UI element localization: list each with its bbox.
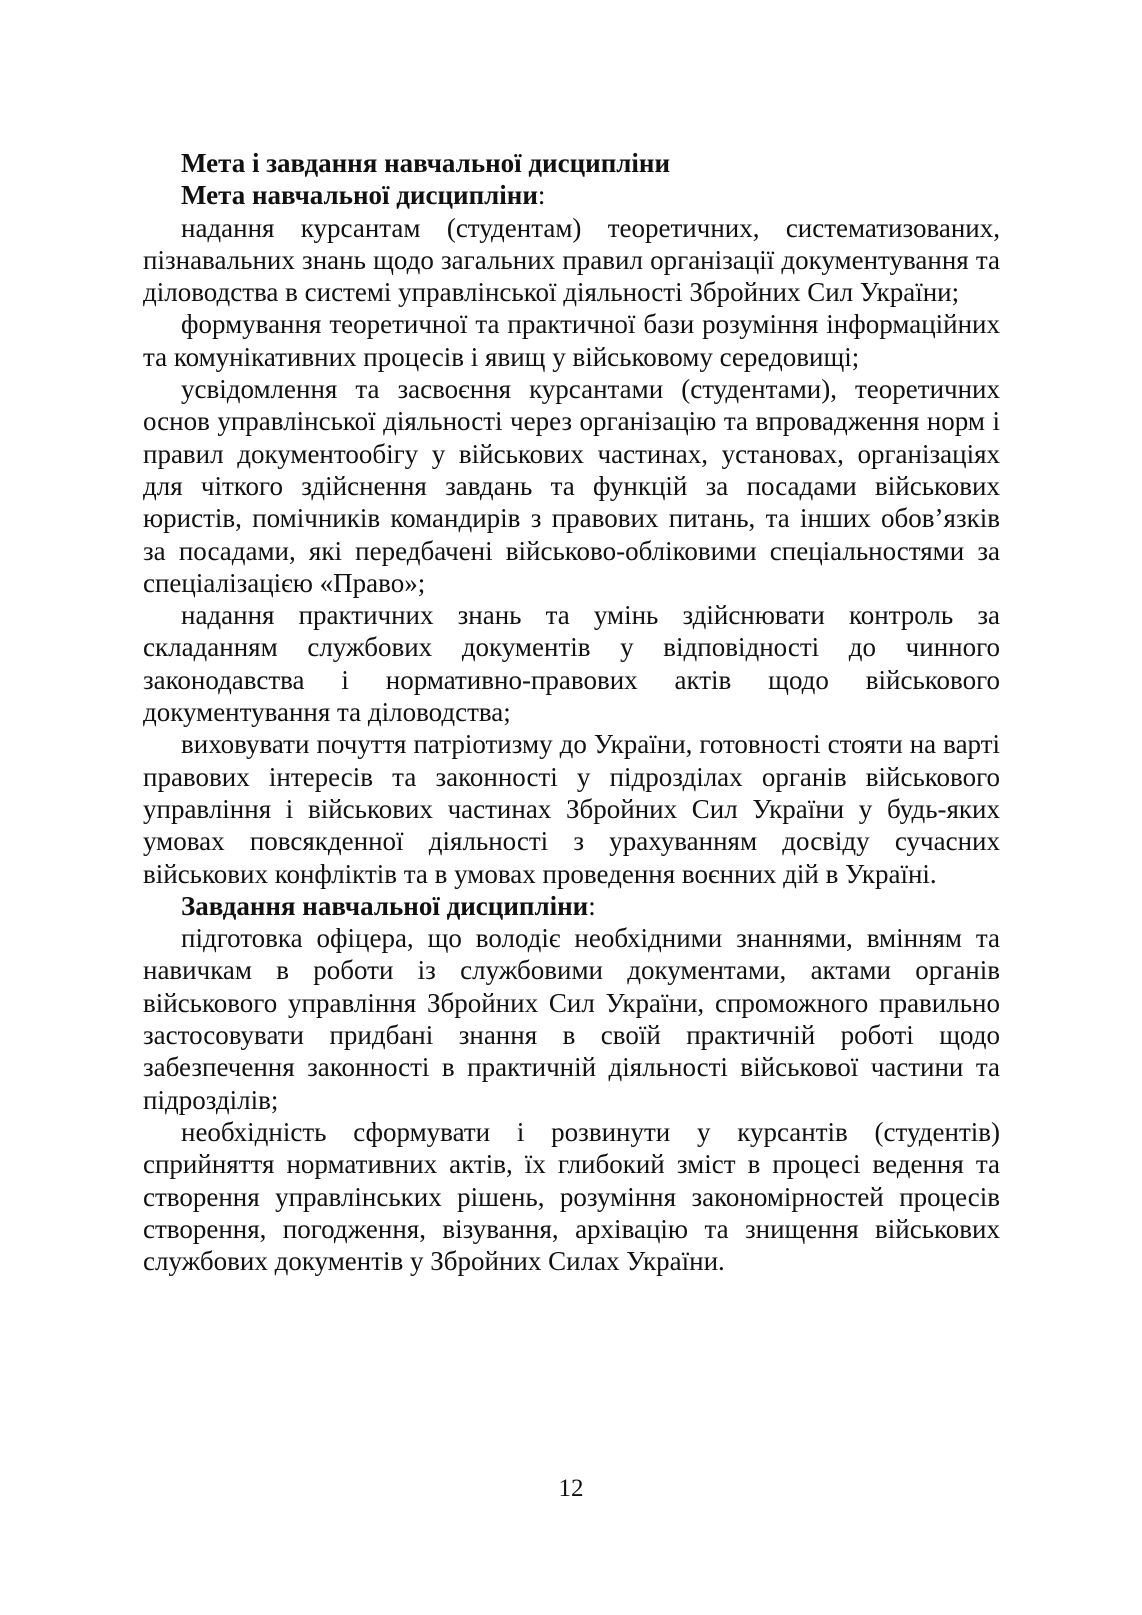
- goal-paragraph: виховувати почуття патріотизму до України, готовності стояти на варті правових інтересів та законності у підрозділах органів військового управління і військових частинах Збройних Сил України у будь-яких умовах повсякденної діяльності з урахуванням досвіду сучасних військових конфліктів та в умовах проведення воєнних дій в Україні.: [143, 729, 1000, 889]
- tasks-paragraph: підготовка офіцера, що володіє необхідними знаннями, вмінням та навичкам в роботи із службовими документами, актами органів військового управління Збройних Сил України, спроможного правильно застосовувати придбані знання в своїй практичній роботі щодо забезпечення законності в практичній діяльності військової частини та підрозділів;: [143, 923, 1000, 1115]
- goal-paragraph: надання практичних знань та умінь здійснювати контроль за складанням службових документів у відповідності до чинного законодавства і нормативно-правових актів щодо військового документування та діловодства;: [143, 600, 1000, 728]
- section-title: Мета і завдання навчальної дисципліни: [181, 148, 671, 178]
- goal-heading-line: [143, 179, 1000, 211]
- goal-heading-colon: :: [537, 180, 546, 211]
- tasks-paragraph: необхідність сформувати і розвинути у курсантів (студентів) сприйняття нормативних актів, їх глибокий зміст в процесі ведення та створення управлінських рішень, розуміння закономірностей процесів створення, погодження, візування, архівацію та знищення військових службових документів у Збройних Силах України.: [143, 1116, 1000, 1277]
- page-content: [143, 147, 1000, 1277]
- tasks-heading-colon: :: [588, 890, 596, 921]
- tasks-heading: Завдання навчальної дисципліни: [181, 890, 589, 921]
- tasks-heading-line: [143, 890, 1000, 922]
- goal-paragraph: формування теоретичної та практичної бази розуміння інформаційних та комунікативних процесів і явищ у військовому середовищі;: [143, 309, 1000, 372]
- goal-paragraph: надання курсантам (студентам) теоретичних, систематизованих, пізнавальних знань щодо загальних правил організації документування та діловодства в системі управлінської діяльності Збройних Сил України;: [143, 212, 1000, 308]
- page-number: 12: [558, 1475, 584, 1502]
- goal-paragraph: усвідомлення та засвоєння курсантами (студентами), теоретичних основ управлінської діяльності через організацію та впровадження норм і правил документообігу у військових частинах, установах, організаціях для чіткого здійснення завдань та функцій за посадами військових юристів, помічників командирів з правових питань, та інших обов’язків за посадами, які передбачені військово-обліковими спеціальностями за спеціалізацією «Право»;: [143, 374, 1000, 598]
- goal-heading: Мета навчальної дисципліни: [181, 180, 538, 211]
